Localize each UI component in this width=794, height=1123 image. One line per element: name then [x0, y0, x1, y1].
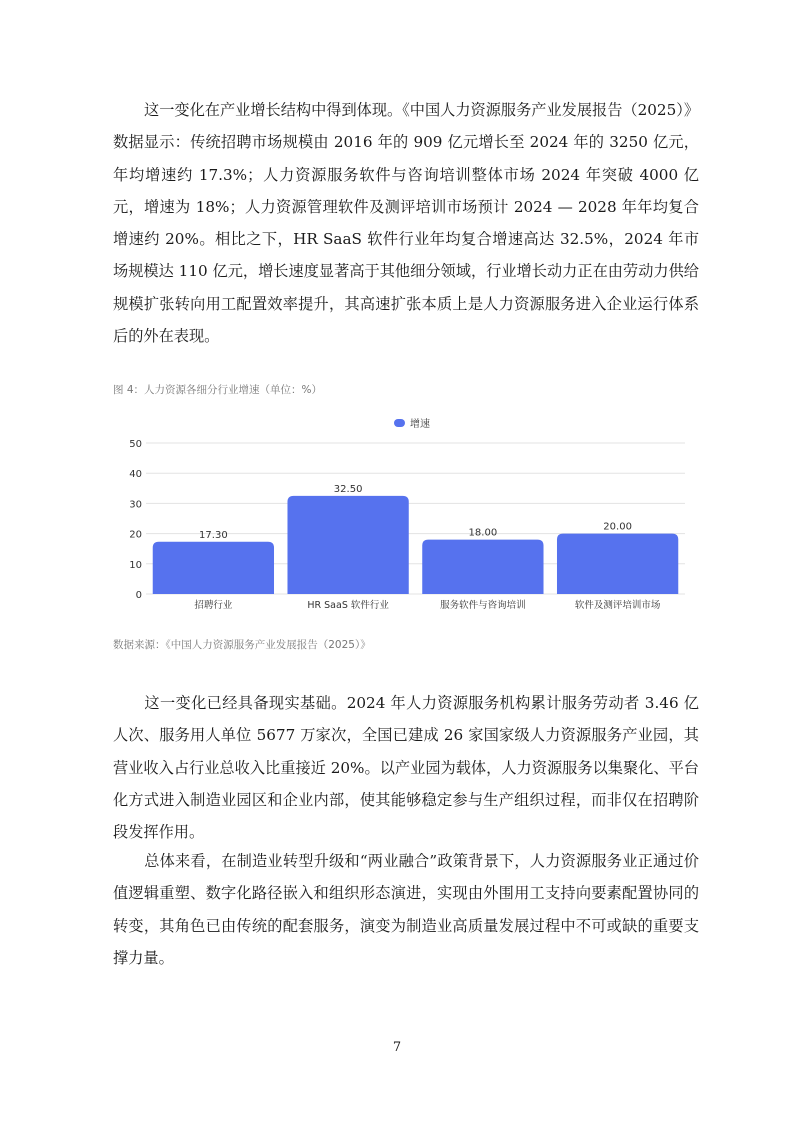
legend-swatch — [394, 419, 405, 427]
data-label: 17.30 — [199, 529, 228, 541]
growth-bar-chart — [113, 410, 699, 625]
data-label: 18.00 — [468, 527, 498, 539]
body-paragraph-2 — [113, 687, 699, 848]
data-label: 20.00 — [603, 521, 632, 533]
bar — [153, 542, 274, 594]
x-tick-label: HR SaaS 软件行业 — [307, 600, 389, 611]
paragraph-text: 这一变化已经具备现实基础。2024 年人力资源服务机构累计服务劳动者 3.46 亿人次、服务用人单位 5677 万家次，全国已建成 26 家国家级人力资源服务产业园，其营业收入占行业总收入比重接近 20%。以产业园为载体，人力资源服务以集聚化、平台化方式进入制造业园区和企业内部，使其能够稳定参与生产组织过程，而非仅在招聘阶段发挥作用。 — [113, 694, 699, 842]
y-tick-label: 20 — [129, 529, 142, 541]
paragraph-text: 总体来看，在制造业转型升级和“两业融合”政策背景下，人力资源服务业正通过价值逻辑重塑、数字化路径嵌入和组织形态演进，实现由外围用工支持向要素配置协同的转变，其角色已由传统的配套服务，演变为制造业高质量发展过程中不可或缺的重要支撑力量。 — [113, 852, 699, 967]
x-tick-label: 招聘行业 — [194, 600, 233, 611]
paragraph-text: 这一变化在产业增长结构中得到体现。《中国人力资源服务产业发展报告（2025）》数据显示：传统招聘市场规模由 2016 年的 909 亿元增长至 2024 年的 3250 亿元，年均增速约 17.3%；人力资源服务软件与咨询培训整体市场 2024 年突破 4000 亿元，增速为 18%；人力资源管理软件及测评培训市场预计 2024 — 2028 年年均复合增速约 20%。相比之下，HR SaaS 软件行业年均复合增速高达 32.5%，2024 年市场规模达 110 亿元，增长速度显著高于其他细分领域，行业增长动力正在由劳动力供给规模扩张转向用工配置效率提升，其高速扩张本质上是人力资源服务进入企业运行体系后的外在表现。 — [113, 101, 700, 346]
bar — [287, 496, 408, 594]
body-paragraph-1 — [113, 94, 699, 352]
data-label: 32.50 — [333, 483, 363, 495]
y-tick-label: 0 — [135, 590, 142, 601]
x-tick-label: 软件及测评培训市场 — [574, 600, 661, 611]
figure-caption: 图 4：人力资源各细分行业增速（单位：%） — [113, 384, 322, 396]
bar — [422, 540, 543, 594]
y-tick-label: 50 — [129, 439, 142, 450]
data-source-caption: 数据来源：《中国人力资源服务产业发展报告（2025）》 — [113, 639, 371, 651]
bar — [557, 534, 678, 594]
body-paragraph-3 — [113, 845, 699, 974]
page-number: 7 — [392, 1040, 402, 1055]
y-tick-label: 10 — [129, 559, 142, 571]
legend-label: 增速 — [410, 419, 430, 430]
y-tick-label: 40 — [129, 469, 142, 481]
y-tick-label: 30 — [129, 499, 142, 511]
x-tick-label: 服务软件与咨询培训 — [440, 600, 526, 611]
